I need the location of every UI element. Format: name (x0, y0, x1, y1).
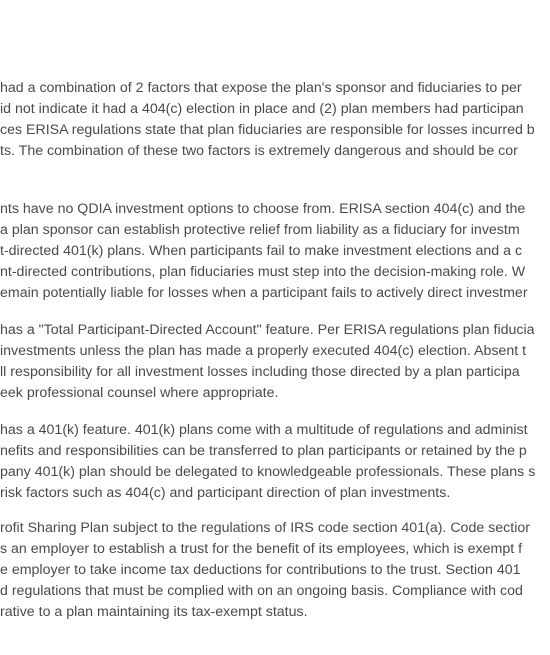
text-line: t-directed 401(k) plans. When participants fail to make investment elections and a c (0, 243, 523, 259)
text-line: id not indicate it had a 404(c) election in place and (2) plan members had participan (0, 101, 524, 117)
text-line: ces ERISA regulations state that plan fiduciaries are responsible for losses incurred b (0, 122, 535, 138)
text-line: nts have no QDIA investment options to choose from. ERISA section 404(c) and the (0, 201, 526, 217)
text-line: investments unless the plan has made a properly executed 404(c) election. Absent t (0, 343, 527, 359)
paragraph-participant-directed (0, 320, 550, 404)
text-line: rofit Sharing Plan subject to the regulations of IRS code section 401(a). Code sectior (0, 520, 530, 536)
text-line: eek professional counsel where appropriate. (0, 385, 279, 401)
paragraph-risk-factors-summary (0, 78, 550, 162)
paragraph-qdia (0, 199, 550, 304)
text-line: a plan sponsor can establish protective relief from liability as a fiduciary for investm (0, 222, 520, 238)
text-line: has a "Total Participant-Directed Account" feature. Per ERISA regulations plan fiducia (0, 322, 535, 338)
text-line: d regulations that must be complied with on an ongoing basis. Compliance with cod (0, 583, 523, 599)
text-line: had a combination of 2 factors that expose the plan's sponsor and fiduciaries to per (0, 80, 522, 96)
text-line: risk factors such as 404(c) and participant direction of plan investments. (0, 485, 451, 501)
text-line: ll responsibility for all investment losses including those directed by a plan participa (0, 364, 520, 380)
text-line: pany 401(k) plan should be delegated to knowledgeable professionals. These plans s (0, 464, 536, 480)
text-line: rative to a plan maintaining its tax-exempt status. (0, 604, 308, 620)
text-line: ts. The combination of these two factors is extremely dangerous and should be cor (0, 143, 518, 159)
text-line: emain potentially liable for losses when a participant fails to actively direct investmer (0, 285, 528, 301)
text-line: nefits and responsibilities can be transferred to plan participants or retained by the p (0, 443, 527, 459)
paragraph-401k-feature (0, 420, 550, 504)
text-line: s an employer to establish a trust for the benefit of its employees, which is exempt f (0, 541, 523, 557)
text-line: has a 401(k) feature. 401(k) plans come with a multitude of regulations and administ (0, 422, 528, 438)
text-line: nt-directed contributions, plan fiduciaries must step into the decision-making role. W (0, 264, 526, 280)
text-line: e employer to take income tax deductions for contributions to the trust. Section 401 (0, 562, 521, 578)
paragraph-profit-sharing (0, 518, 550, 623)
